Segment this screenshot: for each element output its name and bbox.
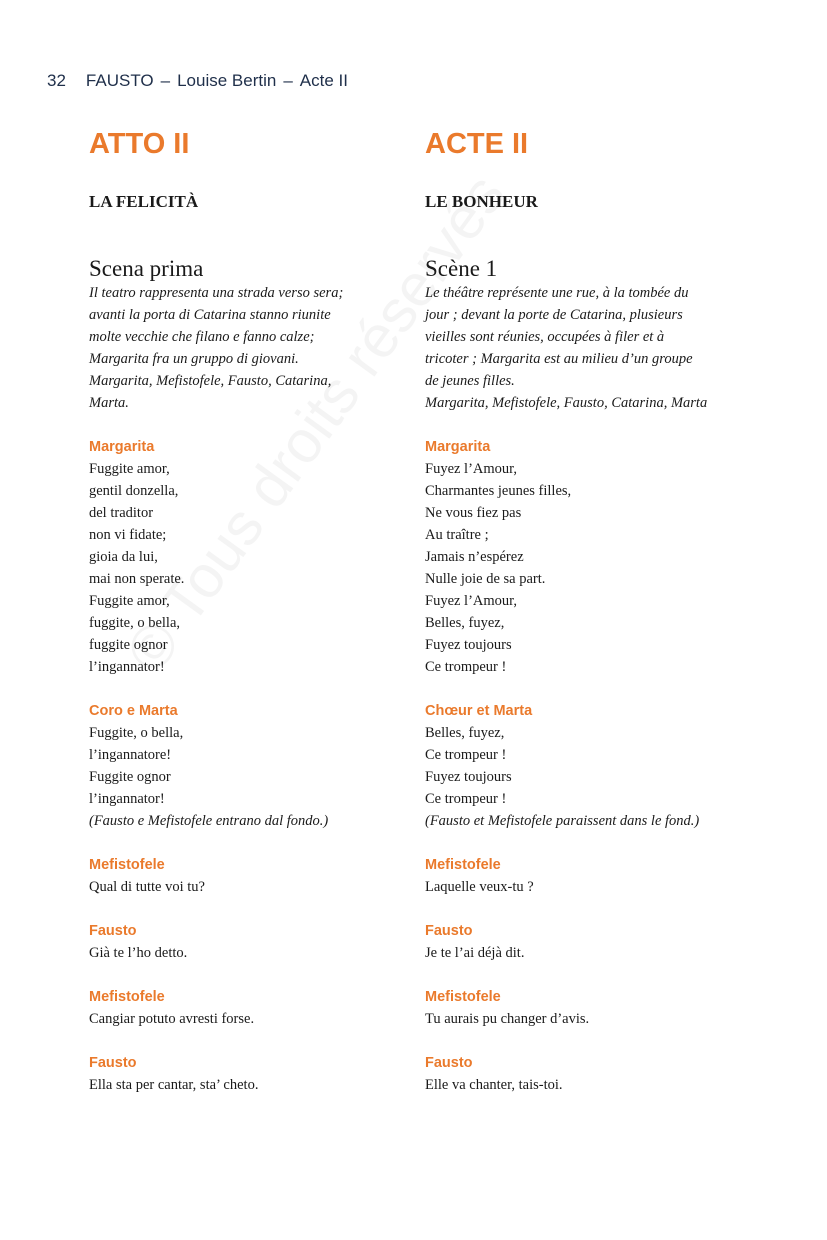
- stage-direction-inline: (Fausto et Mefistofele paraissent dans le fond.): [425, 813, 700, 829]
- speaker-name: Chœur et Marta: [425, 703, 533, 719]
- speaker-name: Mefistofele: [425, 989, 501, 1005]
- stage-direction-line: Le théâtre représente une rue, à la tombée du: [425, 285, 689, 301]
- verse-line: gioia da lui,: [89, 549, 158, 565]
- verse-line: Charmantes jeunes filles,: [425, 483, 572, 499]
- stage-direction-line: vieilles sont réunies, occupées à filer et à: [425, 329, 665, 345]
- verse-line: l’ingannator!: [89, 659, 165, 675]
- stage-direction: [425, 282, 805, 414]
- stage-direction-line: tricoter ; Margarita est au milieu d’un groupe: [425, 351, 693, 367]
- page-number: 32: [47, 71, 66, 90]
- header-title: FAUSTO: [85, 71, 154, 90]
- verse-line: Qual di tutte voi tu?: [89, 879, 205, 895]
- speaker-name: Coro e Marta: [89, 703, 178, 719]
- dialogue: [89, 436, 469, 1096]
- speaker-name: Margarita: [89, 439, 155, 455]
- stage-direction-line: Margarita, Mefistofele, Fausto, Catarina,: [89, 373, 332, 389]
- verse-line: del traditor: [89, 505, 154, 521]
- act-subtitle: LA FELICITÀ: [89, 192, 199, 211]
- stage-direction-line: Marta.: [89, 395, 129, 411]
- verse-line: Laquelle veux-tu ?: [425, 879, 534, 895]
- verse-line: mai non sperate.: [89, 571, 185, 587]
- verse-line: Ce trompeur !: [425, 747, 507, 763]
- verse-line: Ce trompeur !: [425, 659, 507, 675]
- verse-line: Nulle joie de sa part.: [425, 571, 546, 587]
- verse-line: Fuyez toujours: [425, 769, 512, 785]
- stage-direction-inline: (Fausto e Mefistofele entrano dal fondo.): [89, 813, 329, 829]
- verse-line: fuggite ognor: [89, 637, 168, 653]
- verse-line: Belles, fuyez,: [425, 725, 505, 741]
- verse-line: l’ingannatore!: [89, 747, 172, 763]
- verse-line: Fuggite amor,: [89, 593, 170, 609]
- verse-line: Ce trompeur !: [425, 791, 507, 807]
- speaker-name: Fausto: [89, 923, 137, 939]
- header-separator: –: [283, 71, 293, 90]
- verse-line: Fuggite amor,: [89, 461, 170, 477]
- speaker-name: Fausto: [425, 1055, 473, 1071]
- speaker-name: Fausto: [89, 1055, 137, 1071]
- header-act: Acte II: [299, 71, 348, 90]
- stage-direction-line: avanti la porta di Catarina stanno riunite: [89, 307, 331, 323]
- verse-line: Elle va chanter, tais-toi.: [425, 1077, 563, 1093]
- verse-line: l’ingannator!: [89, 791, 165, 807]
- header-separator: –: [160, 71, 171, 90]
- stage-direction-line: Margarita, Mefistofele, Fausto, Catarina, Marta: [425, 395, 708, 411]
- italian-column: [89, 126, 469, 1096]
- verse-line: Fuyez toujours: [425, 637, 512, 653]
- verse-line: Cangiar potuto avresti forse.: [89, 1011, 255, 1027]
- act-title: ATTO II: [89, 128, 190, 160]
- verse-line: Già te l’ho detto.: [89, 945, 188, 961]
- stage-direction-line: molte vecchie che filano e fanno calze;: [89, 329, 315, 345]
- french-column: [425, 126, 805, 1096]
- stage-direction-line: de jeunes filles.: [425, 373, 515, 389]
- verse-line: Fuggite, o bella,: [89, 725, 184, 741]
- verse-line: Jamais n’espérez: [425, 549, 524, 565]
- header-author: Louise Bertin: [177, 71, 277, 90]
- stage-direction-line: jour ; devant la porte de Catarina, plusieurs: [425, 307, 683, 323]
- speaker-name: Mefistofele: [89, 857, 165, 873]
- act-subtitle: LE BONHEUR: [425, 192, 538, 211]
- verse-line: Je te l’ai déjà dit.: [425, 945, 525, 961]
- stage-direction: [89, 282, 469, 414]
- scene-title: Scena prima: [89, 256, 204, 281]
- verse-line: Ne vous fiez pas: [425, 505, 522, 521]
- speaker-name: Mefistofele: [89, 989, 165, 1005]
- verse-line: gentil donzella,: [89, 483, 179, 499]
- stage-direction-line: Margarita fra un gruppo di giovani.: [89, 351, 299, 367]
- verse-line: Fuyez l’Amour,: [425, 461, 518, 477]
- verse-line: Ella sta per cantar, sta’ cheto.: [89, 1077, 259, 1093]
- verse-line: Belles, fuyez,: [425, 615, 505, 631]
- stage-direction-line: Il teatro rappresenta una strada verso sera;: [89, 285, 344, 301]
- speaker-name: Mefistofele: [425, 857, 501, 873]
- verse-line: Fuggite ognor: [89, 769, 171, 785]
- speaker-name: Margarita: [425, 439, 491, 455]
- verse-line: non vi fidate;: [89, 527, 167, 543]
- verse-line: Tu aurais pu changer d’avis.: [425, 1011, 590, 1027]
- dialogue: [425, 436, 805, 1096]
- speaker-name: Fausto: [425, 923, 473, 939]
- verse-line: Fuyez l’Amour,: [425, 593, 518, 609]
- running-header: [47, 71, 348, 91]
- scene-title: Scène 1: [425, 256, 498, 281]
- verse-line: Au traître ;: [425, 527, 489, 543]
- verse-line: fuggite, o bella,: [89, 615, 181, 631]
- act-title: ACTE II: [425, 128, 529, 160]
